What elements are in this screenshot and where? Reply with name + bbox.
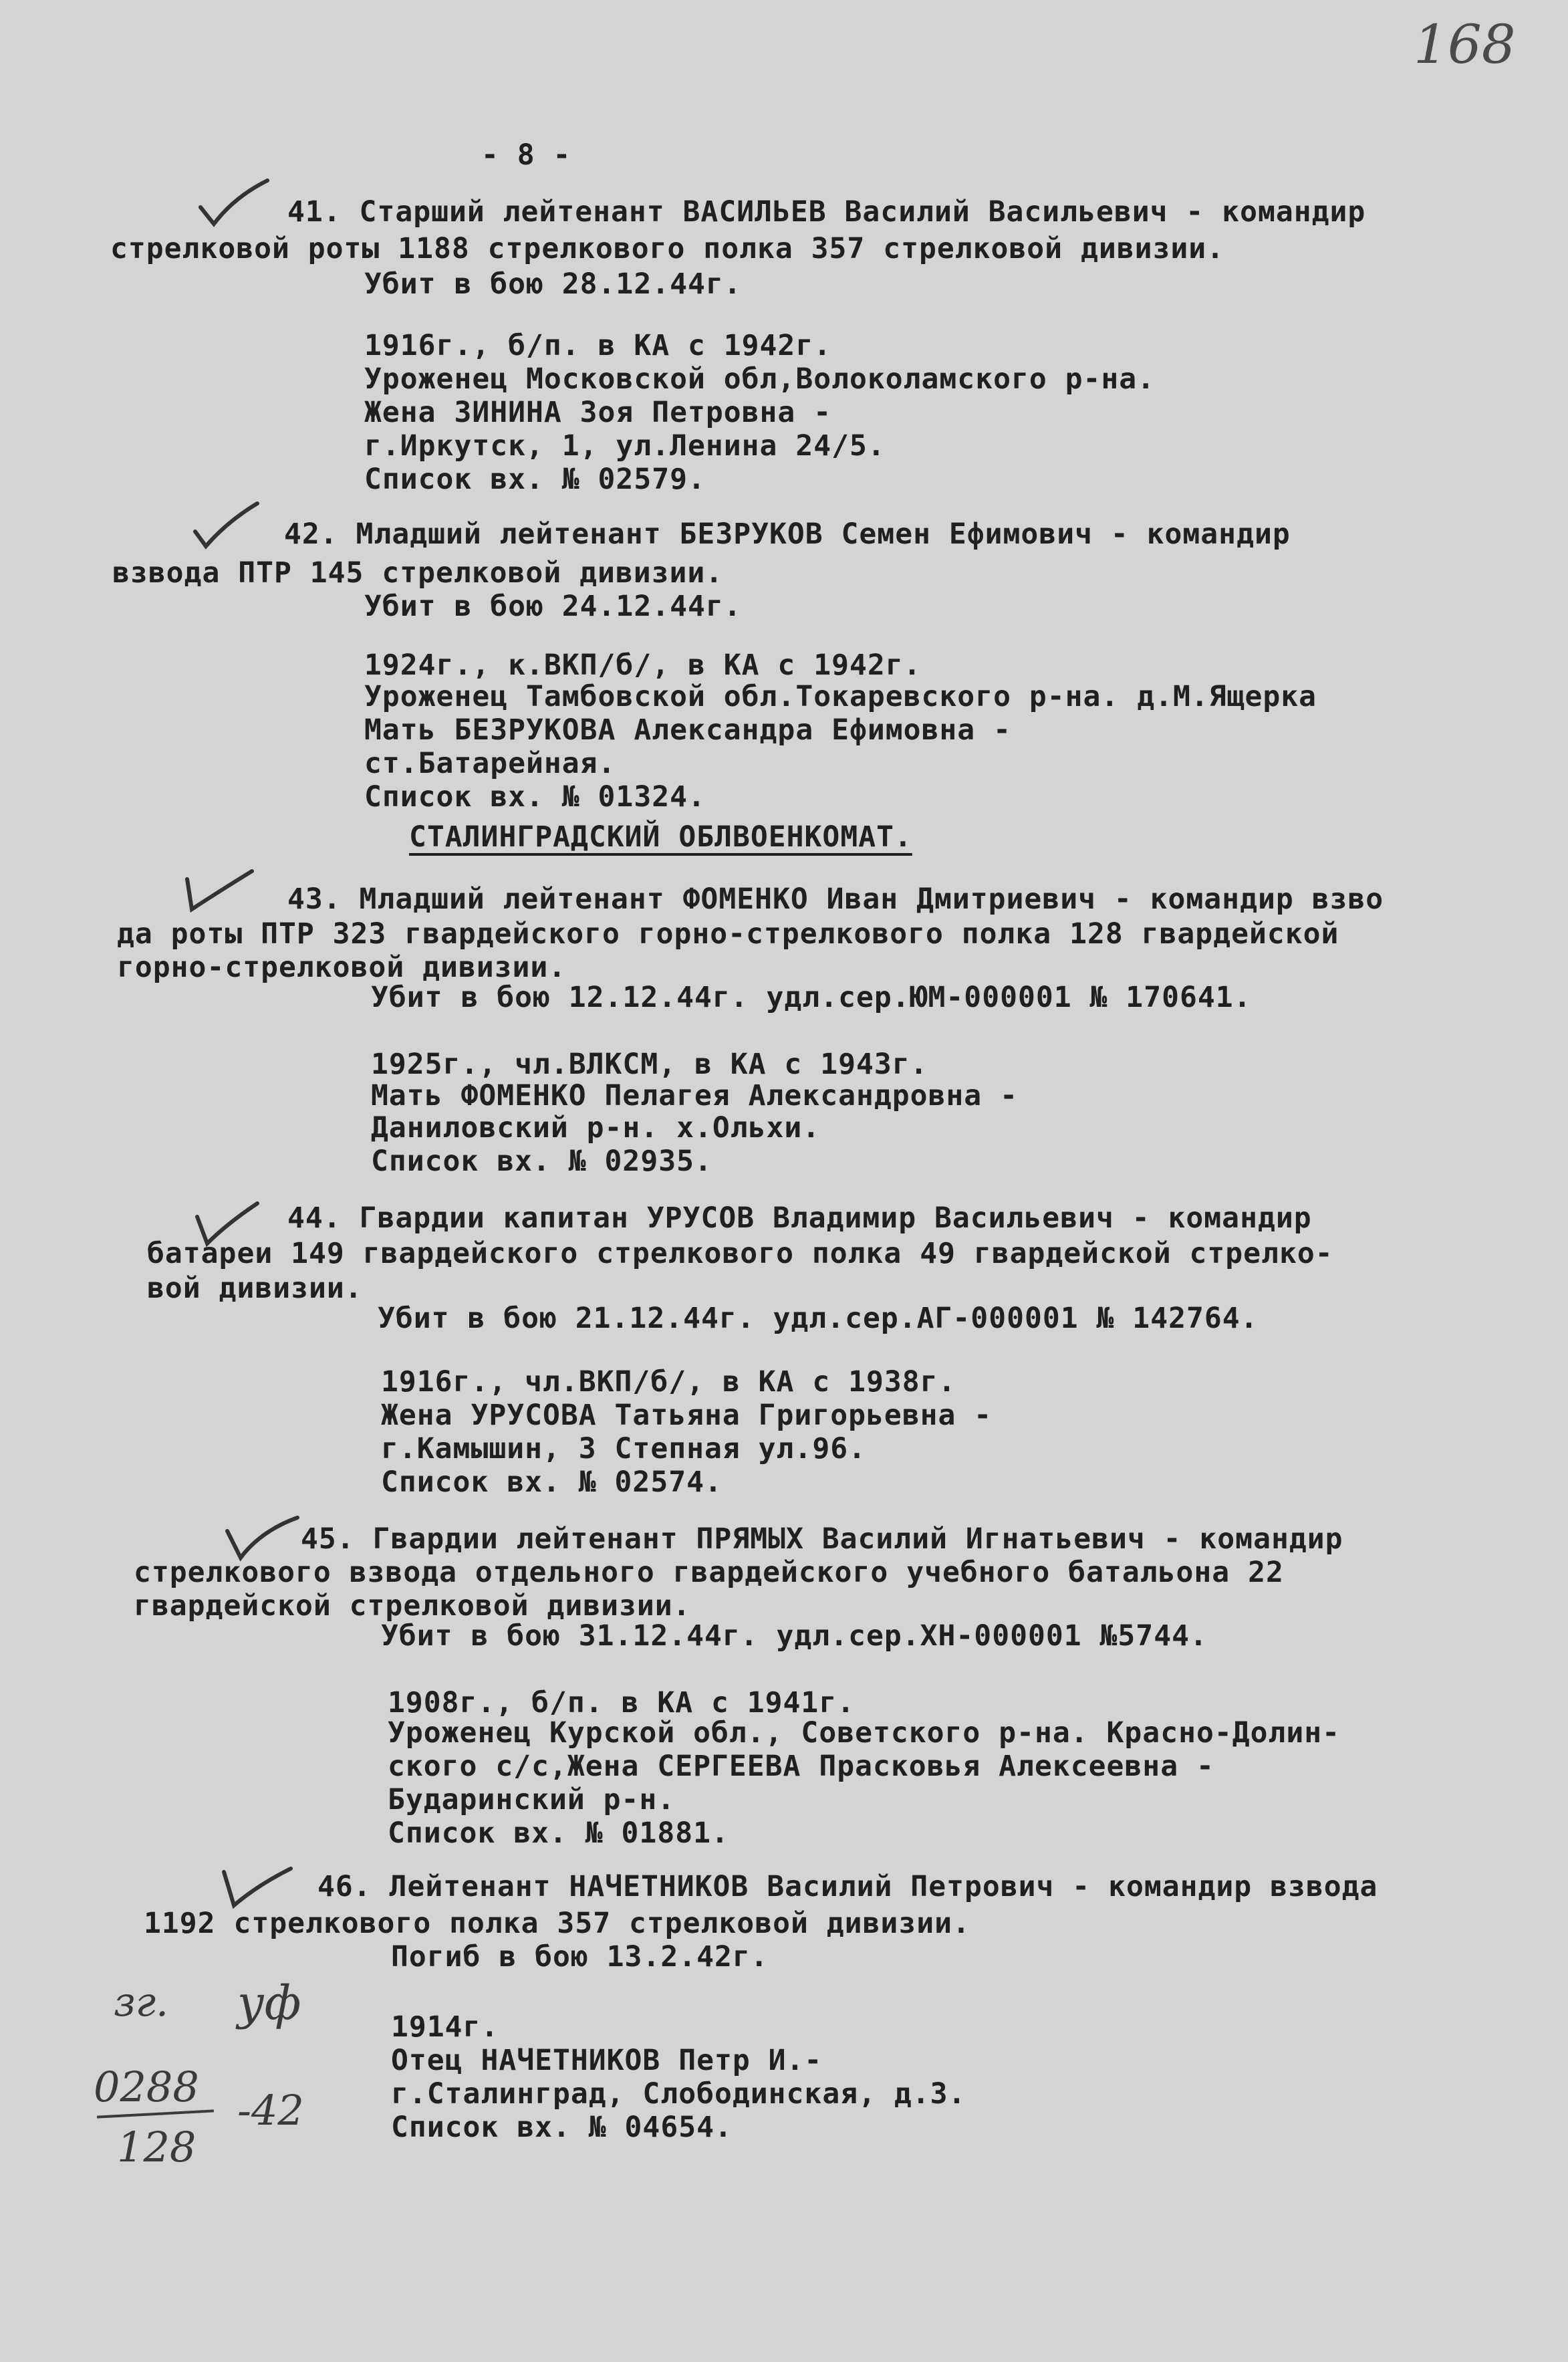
entry-line: Убит в бою 24.12.44г.: [364, 590, 742, 623]
oblast-heading: СТАЛИНГРАДСКИЙ ОБЛВОЕНКОМАТ.: [409, 820, 912, 854]
page-number-stamp: 168: [1414, 13, 1516, 76]
page-header: - 8 -: [481, 138, 571, 172]
entry-line: да роты ПТР 323 гвардейского горно-стрелкового полка 128 гвардейской: [117, 917, 1339, 951]
entry-line: г.Иркутск, 1, ул.Ленина 24/5.: [364, 429, 886, 463]
handwritten-fraction-suffix: -42: [237, 2086, 304, 2135]
entry-line: 1925г., чл.ВЛКСМ, в КА с 1943г.: [371, 1048, 928, 1081]
entry-line: Список вх. № 02579.: [364, 463, 706, 496]
entry-line: Отец НАЧЕТНИКОВ Петр И.-: [391, 2044, 823, 2077]
entry-line: Уроженец Московской обл,Волоколамского р-на.: [364, 362, 1156, 396]
entry-line: 41. Старший лейтенант ВАСИЛЬЕВ Василий Васильевич - командир: [287, 195, 1366, 229]
entry-line: горно-стрелковой дивизии.: [117, 951, 567, 984]
entry-line: гвардейской стрелковой дивизии.: [134, 1589, 691, 1623]
entry-line: Жена УРУСОВА Татьяна Григорьевна -: [381, 1399, 993, 1432]
entry-line: Убит в бою 21.12.44г. удл.сер.АГ-000001 № 142764.: [378, 1302, 1259, 1335]
handwritten-note: зг.: [114, 1979, 169, 2026]
entry-line: Мать БЕЗРУКОВА Александра Ефимовна -: [364, 713, 1011, 747]
entry-line: Убит в бою 28.12.44г.: [364, 267, 742, 301]
entry-line: 1924г., к.ВКП/б/, в КА с 1942г.: [364, 648, 922, 682]
checkmark-icon: [194, 177, 274, 231]
entry-line: Погиб в бою 13.2.42г.: [391, 1940, 769, 1974]
entry-line: 43. Младший лейтенант ФОМЕНКО Иван Дмитриевич - командир взво: [287, 882, 1384, 916]
handwritten-note: уф: [237, 1976, 301, 2030]
entry-line: стрелковой роты 1188 стрелкового полка 357 стрелковой дивизии.: [110, 232, 1225, 265]
checkmark-icon: [217, 1859, 297, 1912]
checkmark-icon: [177, 866, 257, 919]
entry-line: 1908г., б/п. в КА с 1941г.: [388, 1686, 856, 1720]
entry-line: Список вх. № 02574.: [381, 1465, 723, 1499]
entry-line: 1192 стрелкового полка 357 стрелковой дивизии.: [144, 1907, 970, 1940]
entry-line: Убит в бою 31.12.44г. удл.сер.ХН-000001 №5744.: [381, 1619, 1208, 1653]
entry-line: 46. Лейтенант НАЧЕТНИКОВ Василий Петрович - командир взвода: [317, 1870, 1378, 1903]
entry-line: Список вх. № 01881.: [388, 1816, 729, 1850]
entry-line: стрелкового взвода отдельного гвардейского учебного батальона 22: [134, 1556, 1284, 1589]
entry-line: г.Сталинград, Слободинская, д.3.: [391, 2077, 966, 2111]
entry-line: ского с/с,Жена СЕРГЕЕВА Прасковья Алексеевна -: [388, 1750, 1214, 1783]
entry-line: 42. Младший лейтенант БЕЗРУКОВ Семен Ефимович - командир: [284, 517, 1291, 551]
entry-line: Список вх. № 04654.: [391, 2111, 733, 2144]
entry-line: взвода ПТР 145 стрелковой дивизии.: [112, 556, 724, 590]
entry-line: ст.Батарейная.: [364, 747, 616, 780]
entry-line: г.Камышин, 3 Степная ул.96.: [381, 1432, 866, 1465]
entry-line: 1914г.: [391, 2010, 499, 2044]
entry-line: батареи 149 гвардейского стрелкового полка 49 гвардейской стрелко-: [147, 1237, 1333, 1270]
entry-line: Убит в бою 12.12.44г. удл.сер.ЮМ-000001 № 170641.: [371, 981, 1252, 1014]
entry-line: вой дивизии.: [147, 1272, 363, 1305]
entry-line: Список вх. № 02935.: [371, 1145, 712, 1178]
entry-line: Список вх. № 01324.: [364, 780, 706, 814]
handwritten-fraction-top: 0288: [94, 2062, 199, 2111]
entry-line: 44. Гвардии капитан УРУСОВ Владимир Васильевич - командир: [287, 1201, 1312, 1235]
entry-line: Уроженец Курской обл., Советского р-на. Красно-Долин-: [388, 1716, 1341, 1750]
entry-line: Уроженец Тамбовской обл.Токаревского р-на. д.М.Ящерка: [364, 680, 1317, 713]
entry-line: 1916г., б/п. в КА с 1942г.: [364, 329, 832, 362]
checkmark-icon: [187, 498, 267, 552]
entry-line: Мать ФОМЕНКО Пелагея Александровна -: [371, 1079, 1018, 1112]
handwritten-fraction-bottom: 128: [117, 2123, 197, 2171]
entry-line: 45. Гвардии лейтенант ПРЯМЫХ Василий Игнатьевич - командир: [301, 1522, 1343, 1556]
entry-line: Бударинский р-н.: [388, 1783, 676, 1816]
entry-line: Жена ЗИНИНА Зоя Петровна -: [364, 396, 832, 429]
entry-line: 1916г., чл.ВКП/б/, в КА с 1938г.: [381, 1365, 956, 1399]
entry-line: Даниловский р-н. х.Ольхи.: [371, 1111, 821, 1145]
